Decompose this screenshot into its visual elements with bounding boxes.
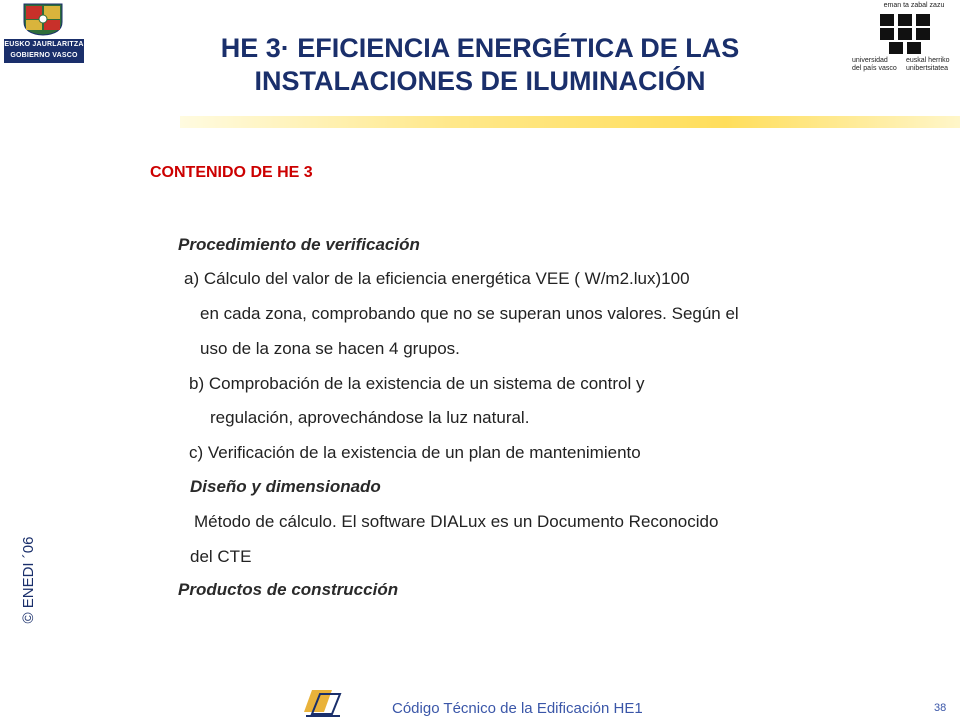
section-heading: CONTENIDO DE HE 3 — [150, 164, 313, 181]
upv-name-eu-2: unibertsitatea — [906, 65, 949, 72]
title-line-2: INSTALACIONES DE ILUMINACIÓN — [254, 66, 706, 96]
logo-gv-line2: GOBIERNO VASCO — [10, 52, 78, 59]
subheading-verification: Procedimiento de verificación — [178, 235, 420, 254]
gobierno-vasco-logo — [4, 2, 84, 66]
upv-ehu-symbol-icon — [876, 12, 940, 56]
logo-gv-line1: EUSKO JAURLARITZA — [4, 41, 84, 48]
coat-of-arms-icon — [18, 2, 68, 36]
body-line-1: a) Cálculo del valor de la eficiencia energética VEE ( W/m2.lux)100 — [184, 269, 690, 288]
page-number: 38 — [934, 702, 947, 714]
body-line-5: regulación, aprovechándose la luz natural. — [210, 408, 530, 427]
upv-ehu-logo — [852, 2, 956, 78]
subheading-products: Productos de construcción — [178, 580, 399, 599]
body-line-3: uso de la zona se hacen 4 grupos. — [200, 339, 460, 358]
slide-title — [130, 32, 830, 98]
title-line-1: HE 3· EFICIENCIA ENERGÉTICA DE LAS — [220, 33, 740, 63]
upv-motto: eman ta zabal zazu — [883, 2, 945, 9]
body-line-4: b) Comprobación de la existencia de un sistema de control y — [189, 374, 645, 393]
footer-text: Código Técnico de la Edificación HE1 — [392, 700, 643, 717]
body-line-7: Método de cálculo. El software DIALux es un Documento Reconocido — [194, 512, 719, 531]
body-line-2: en cada zona, comprobando que no se superan unos valores. Según el — [200, 304, 739, 323]
copyright-label: © ENEDI ´06 — [20, 536, 37, 624]
title-underline-bar — [180, 116, 960, 128]
upv-name-es-1: universidad — [852, 57, 888, 64]
body-line-6: c) Verificación de la existencia de un plan de mantenimiento — [189, 443, 641, 462]
subheading-design: Diseño y dimensionado — [190, 477, 381, 496]
body-line-8: del CTE — [190, 547, 252, 566]
footer-cte-logo-icon — [298, 686, 348, 720]
upv-name-eu-1: euskal herriko — [906, 57, 950, 64]
upv-name-es-2: del país vasco — [852, 65, 897, 72]
